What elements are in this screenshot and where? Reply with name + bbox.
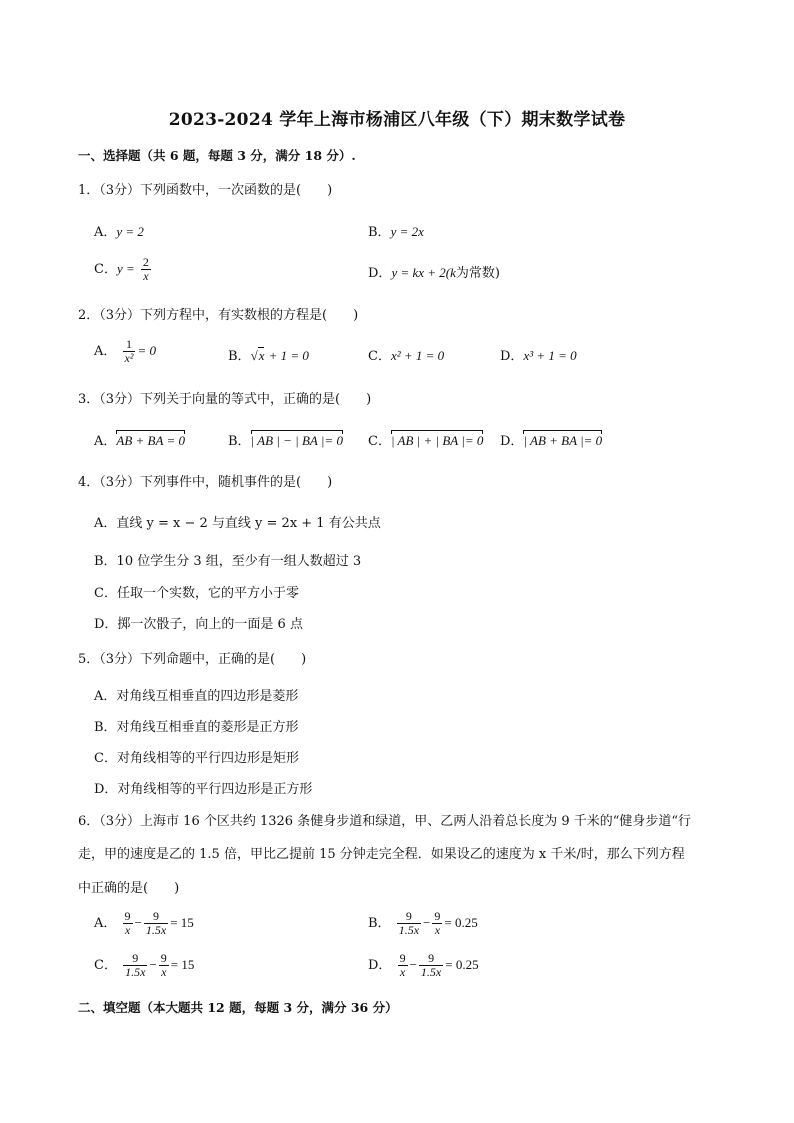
question-2-option-d[interactable] (500, 345, 577, 364)
option-label: D． (368, 958, 392, 973)
option-label: C． (368, 434, 391, 449)
question-6-option-a[interactable] (94, 910, 194, 937)
option-label: B． (368, 225, 391, 240)
option-rhs: = 0.25 (445, 957, 479, 972)
option-expr: y = kx + 2(k (391, 265, 456, 280)
fraction: $\frac{9}{1.5x}$ (125, 951, 146, 979)
question-6-line-1: 6．（3分）上海市 16 个区共约 1326 条健身步道和绿道，甲、乙两人沿着总长度为 9 千米的“健身步道“行 (78, 814, 692, 829)
option-label: B． (228, 349, 251, 364)
question-3-option-c[interactable] (368, 430, 483, 449)
minus-sign: − (409, 957, 417, 972)
vector-expr: | AB + BA |= 0 (523, 433, 603, 448)
option-label: C． (94, 262, 117, 277)
question-2-option-b[interactable] (228, 345, 309, 364)
option-tail: 为常数) (455, 266, 500, 281)
question-4-option-c[interactable]: C．任取一个实数，它的平方小于零 (94, 586, 299, 601)
option-label: D． (500, 434, 524, 449)
minus-sign: − (423, 915, 431, 930)
question-6-option-b[interactable] (368, 910, 478, 937)
fraction: $\frac{9}{1.5x}$ (398, 909, 420, 937)
option-label: B． (368, 916, 391, 931)
option-rhs: + 1 = 0 (268, 348, 309, 363)
question-4-option-b[interactable]: B．10 位学生分 3 组，至少有一组人数超过 3 (94, 554, 362, 569)
question-6-option-d[interactable] (368, 952, 479, 979)
question-3-stem: 3．（3分）下列关于向量的等式中，正确的是( ) (78, 392, 372, 407)
fraction: $\frac{9}{1.5x}$ (145, 909, 167, 937)
question-4-option-d[interactable]: D．掷一次骰子，向上的一面是 6 点 (94, 617, 303, 632)
question-1-option-d[interactable] (368, 262, 500, 281)
option-rhs: = 0.25 (444, 915, 478, 930)
question-3-option-d[interactable] (500, 430, 602, 449)
fraction: $\frac{9}{x}$ (399, 951, 406, 979)
option-label: A． (94, 434, 117, 449)
question-1-option-c[interactable] (94, 256, 153, 283)
question-4-stem: 4．（3分）下列事件中，随机事件的是( ) (78, 475, 333, 490)
fraction: $\frac{9}{1.5x}$ (420, 951, 442, 979)
option-expr-lhs: y = (116, 261, 135, 276)
option-label: C． (94, 958, 117, 973)
fraction: $\frac{9}{x}$ (124, 909, 131, 937)
option-expr: y = 2x (390, 224, 424, 239)
vector-expr: | AB | + | BA |= 0 (390, 433, 484, 448)
option-label: A． (94, 225, 117, 240)
sqrt-symbol: √ (250, 348, 258, 363)
fraction: $\frac{9}{x}$ (160, 951, 167, 979)
option-label: C． (368, 349, 391, 364)
question-5-option-b[interactable]: B．对角线互相垂直的菱形是正方形 (94, 720, 299, 735)
question-1-option-a[interactable] (94, 221, 144, 240)
question-1-stem: 1．（3分）下列函数中，一次函数的是( ) (78, 183, 333, 198)
question-6-line-2: 走，甲的速度是乙的 1.5 倍，甲比乙提前 15 分钟走完全程．如果设乙的速度为 x 千米/时，那么下列方程 (78, 847, 685, 862)
fraction: $\frac{1}{\text{x²}}$ (124, 337, 134, 365)
option-expr: x³ + 1 = 0 (523, 348, 577, 363)
option-rhs: = 15 (170, 957, 195, 972)
fraction: $\frac{2}{x}$ (142, 255, 149, 283)
question-2-stem: 2．（3分）下列方程中，有实数根的方程是( ) (78, 308, 359, 323)
option-rhs: = 15 (170, 915, 194, 930)
section-2-heading: 二、填空题（本大题共 12 题，每题 3 分，满分 36 分） (78, 1000, 398, 1015)
question-6-line-3: 中正确的是( ) (78, 881, 180, 896)
question-2-option-a[interactable] (94, 338, 156, 365)
option-label: A． (94, 916, 117, 931)
question-5-option-c[interactable]: C．对角线相等的平行四边形是矩形 (94, 751, 299, 766)
option-rhs: = 0 (137, 343, 156, 358)
question-4-option-a[interactable]: A．直线 y = x − 2 与直线 y = 2x + 1 有公共点 (94, 516, 381, 531)
question-5-option-d[interactable]: D．对角线相等的平行四边形是正方形 (94, 782, 313, 797)
vector-expr: | AB | − | BA |= 0 (250, 433, 343, 448)
minus-sign: − (149, 957, 157, 972)
question-6-option-c[interactable] (94, 952, 194, 979)
section-1-heading: 一、选择题（共 6 题，每题 3 分，满分 18 分）. (78, 148, 356, 163)
question-1-option-b[interactable] (368, 221, 424, 240)
fraction: $\frac{9}{x}$ (434, 909, 441, 937)
option-label: D． (368, 266, 392, 281)
option-expr: x² + 1 = 0 (390, 348, 445, 363)
radicand: x (258, 348, 265, 363)
minus-sign: − (134, 915, 142, 930)
option-label: D． (500, 349, 524, 364)
question-3-option-b[interactable] (228, 430, 343, 449)
question-5-option-a[interactable]: A．对角线互相垂直的四边形是菱形 (94, 689, 299, 704)
option-expr: y = 2 (116, 224, 144, 239)
vector-expr: AB + BA = 0 (116, 433, 185, 448)
option-label: B． (228, 434, 251, 449)
question-3-option-a[interactable] (94, 430, 185, 449)
page-title: 2023-2024 学年上海市杨浦区八年级（下）期末数学试卷 (168, 110, 626, 130)
question-5-stem: 5．（3分）下列命题中，正确的是( ) (78, 652, 307, 667)
option-label: A． (94, 344, 117, 359)
question-2-option-c[interactable] (368, 345, 444, 364)
